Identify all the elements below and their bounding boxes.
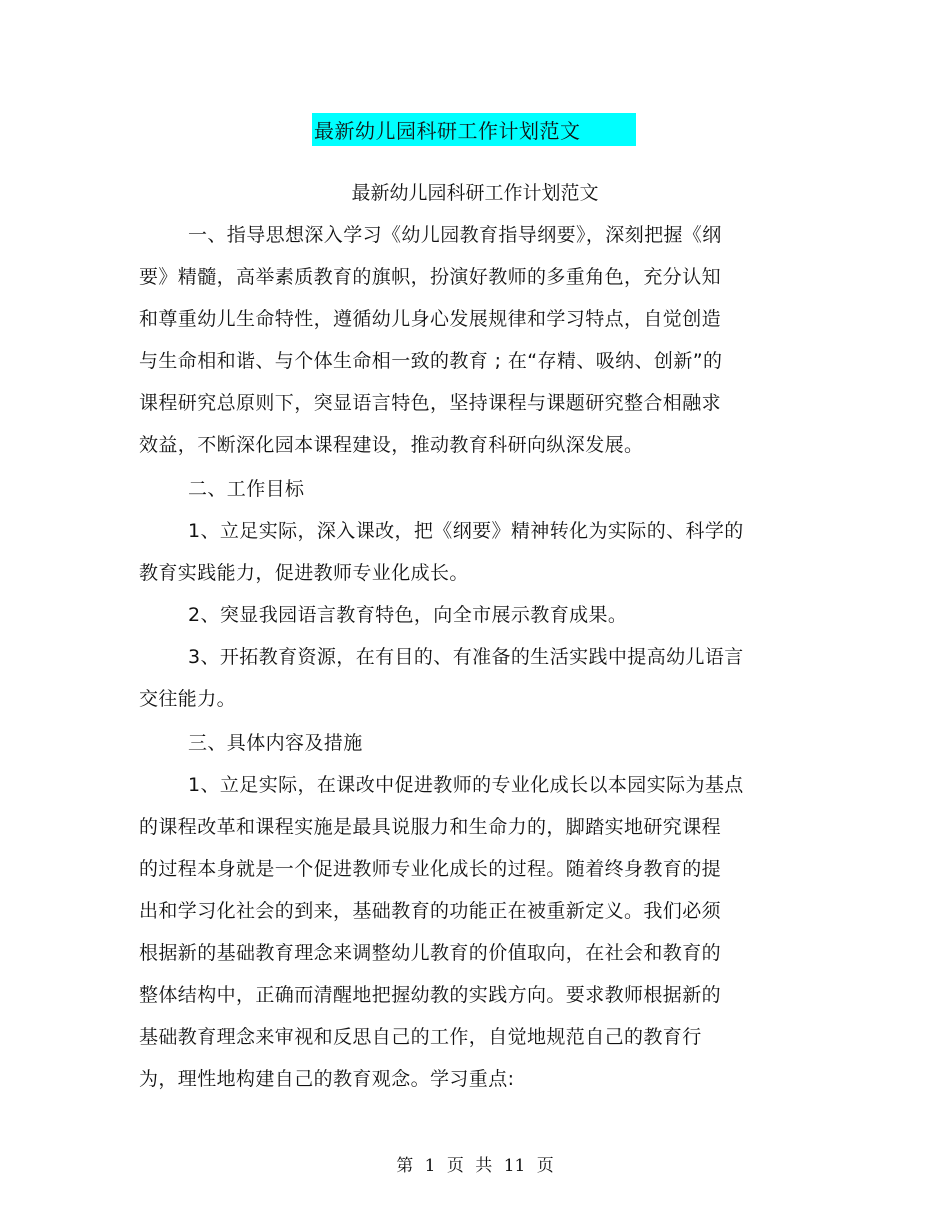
section-heading: 三、具体内容及措施 [188,732,363,754]
paragraph-line: 交往能力。 [139,688,237,710]
paragraph-line: 的过程本身就是一个促进教师专业化成长的过程。随着终身教育的提 [139,858,722,880]
paragraph-line: 1、立足实际，在课改中促进教师的专业化成长以本园实际为基点 [188,774,744,796]
paragraph-line: 要》精髓，高举素质教育的旗帜，扮演好教师的多重角色，充分认知 [139,266,722,288]
paragraph-line: 一、指导思想深入学习《幼儿园教育指导纲要》，深刻把握《纲 [188,224,722,246]
document-subtitle: 最新幼儿园科研工作计划范文 [351,182,599,204]
paragraph-line: 基础教育理念来审视和反思自己的工作，自觉地规范自己的教育行 [139,1026,702,1048]
document-title-highlight [312,113,636,146]
paragraph-line: 和尊重幼儿生命特性，遵循幼儿身心发展规律和学习特点，自觉创造 [139,308,722,330]
paragraph-line: 课程研究总原则下，突显语言特色，坚持课程与课题研究整合相融求 [139,392,722,414]
paragraph-line: 为，理性地构建自己的教育观念。学习重点: [139,1068,515,1090]
paragraph-line: 1、立足实际，深入课改，把《纲要》精神转化为实际的、科学的 [188,520,744,542]
paragraph-line: 教育实践能力，促进教师专业化成长。 [139,562,469,584]
paragraph-line: 出和学习化社会的到来，基础教育的功能正在被重新定义。我们必须 [139,900,722,922]
paragraph-line: 根据新的基础教育理念来调整幼儿教育的价值取向，在社会和教育的 [139,942,722,964]
paragraph-line: 整体结构中，正确而清醒地把握幼教的实践方向。要求教师根据新的 [139,984,722,1006]
paragraph-line: 的课程改革和课程实施是最具说服力和生命力的，脚踏实地研究课程 [139,816,722,838]
paragraph-line: 效益，不断深化园本课程建设，推动教育科研向纵深发展。 [139,434,644,456]
page-number-footer: 第 1 页 共 11 页 [396,1156,554,1176]
paragraph-line: 2、突显我园语言教育特色，向全市展示教育成果。 [188,604,628,626]
section-heading: 二、工作目标 [188,478,305,500]
document-title: 最新幼儿园科研工作计划范文 [314,119,581,143]
paragraph-line: 与生命相和谐、与个体生命相一致的教育 ; 在“存精、吸纳、创新”的 [139,350,723,372]
paragraph-line: 3、开拓教育资源，在有目的、有准备的生活实践中提高幼儿语言 [188,646,744,668]
